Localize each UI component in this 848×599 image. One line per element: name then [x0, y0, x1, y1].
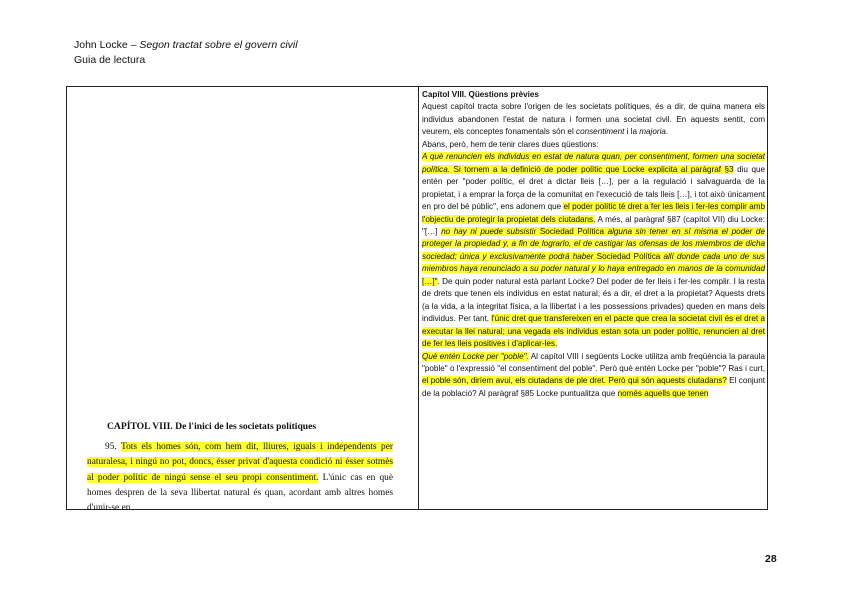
question-1-highlight-power: el poder polític té dret a fer les lleis i fer-les complir amb l'objectiu de protegir la propietat dels ciutadans. [422, 202, 765, 224]
question-1-text-c: . De quin poder natural està parlant Locke? Del poder de fer lleis i fer-les complir. I la resta de drets que tenen els individus en estat natural, és a dir, el dret a la propietat? Aquests drets (a la vida, a la integritat física, a la llibertat i a les possessions privades) queden en mans dels individus. Per tant, [422, 276, 765, 324]
question-1-paragraph [422, 151, 765, 350]
header-title-line [74, 38, 298, 53]
paragraph-95 [87, 440, 393, 516]
header-author: John Locke [74, 39, 128, 51]
question-1-title: A què renuncien els individus en estat de natura quan, per consentiment, formen una societat política. [422, 152, 765, 174]
quote-end: […]" [422, 276, 438, 286]
quote-part-b: Sociedad Política [536, 226, 608, 236]
section-title: Capítol VIII. Qüestions prèvies [422, 90, 539, 99]
term-consentiment: consentiment [576, 127, 625, 137]
question-1-highlight: Si tornem a la definició de poder polític que Locke explicita al paràgraf §3 [450, 164, 734, 174]
intro-text: Aquest capítol tracta sobre l'origen de les societats polítiques, és a dir, de quina manera els individus abandonen l'estat de natura i formen una societat civil. En aquests sentit, com veurem, els conceptes fonamentals són el [422, 102, 765, 137]
intro-text-2: i la [624, 127, 640, 137]
passage-continuation: L'únic cas en què homes despren de la seva llibertat natural és quan, acordant amb altres homes d'unir-se en [87, 472, 393, 514]
intro-paragraph [422, 101, 765, 138]
header-subtitle: Guia de lectura [74, 54, 146, 66]
before-questions: Abans, però, hem de tenir clares dues qüestions: [422, 139, 599, 149]
header-dash: – [127, 39, 140, 51]
question-2-paragraph [422, 351, 765, 401]
quote-part-a: no hay ni puede subsistir [441, 226, 537, 236]
question-1-text: diu que entén per "poder polític, el dret a dictar lleis […], per a la regulació i salvaguarda de la propietat, i a emprar la força de la comunitat en l'execució de tals lleis […], i tot això únicament en pro del bé públic", ens adonem que [422, 164, 765, 212]
commentary-column [422, 89, 765, 400]
question-2-highlight: el poble són, diríem avui, els ciutadans de ple dret. Però qui són aquests ciutadans? [422, 376, 727, 386]
question-1-text-b: A més, al paràgraf §87 (capítol VII) diu Locke: "[…] [422, 214, 765, 236]
question-1-highlight-final: l'únic dret que transfereixen en el pacte que crea la societat civil és el dret a executar la llei natural; una vegada els individus estan sota un poder polític, renuncien al dret de fer les lleis positives i d'aplicar-les. [422, 314, 765, 349]
question-2-title: Què entén Locke per "poble". [422, 351, 529, 361]
page-number: 28 [765, 553, 777, 565]
source-text-column [87, 419, 393, 516]
question-2-text: Al capítol VIII i següents Locke utilitza amb freqüència la paraula "poble" o l'expressió "el consentiment del poble". Però què entén Locke per "poble"? Ras i curt, [422, 351, 765, 373]
page-header [74, 38, 298, 68]
quote-part-c: alguna sin tener en sí misma el poder de proteger la propiedad y, a fin de lograrlo, el de castigar las ofensas de los miembros de dicha sociedad; única y exclusivamente podrá haber [422, 226, 765, 261]
chapter-heading: CAPÍTOL VIII. De l'inici de les societats polítiques [107, 421, 317, 432]
term-majoria: majoria [639, 127, 666, 137]
quote-part-e: allí donde cada uno de sus miembros haya renunciado a su poder natural y lo haya entregado en manos de la comunidad [422, 251, 765, 274]
header-work-title: Segon tractat sobre el govern civil [139, 39, 298, 51]
paragraph-number: 95. [105, 442, 117, 453]
question-2-text-b: El conjunt de la població? Al paràgraf §85 Locke puntualitza que [422, 376, 765, 398]
reading-guide-table [66, 86, 768, 514]
column-divider [418, 87, 419, 509]
question-2-highlight-b: només aquells que tenen [617, 388, 709, 398]
highlighted-passage: Tots els homes són, com hem dit, lliures, iguals i independents per naturalesa, i ningú no pot, doncs, ésser privat d'aquesta condició ni ésser sotmès al poder polític de ningú sense el seu propi consentiment. [87, 442, 393, 483]
intro-text-3: . [665, 127, 669, 137]
quote-part-d: Sociedad Política [593, 251, 664, 261]
